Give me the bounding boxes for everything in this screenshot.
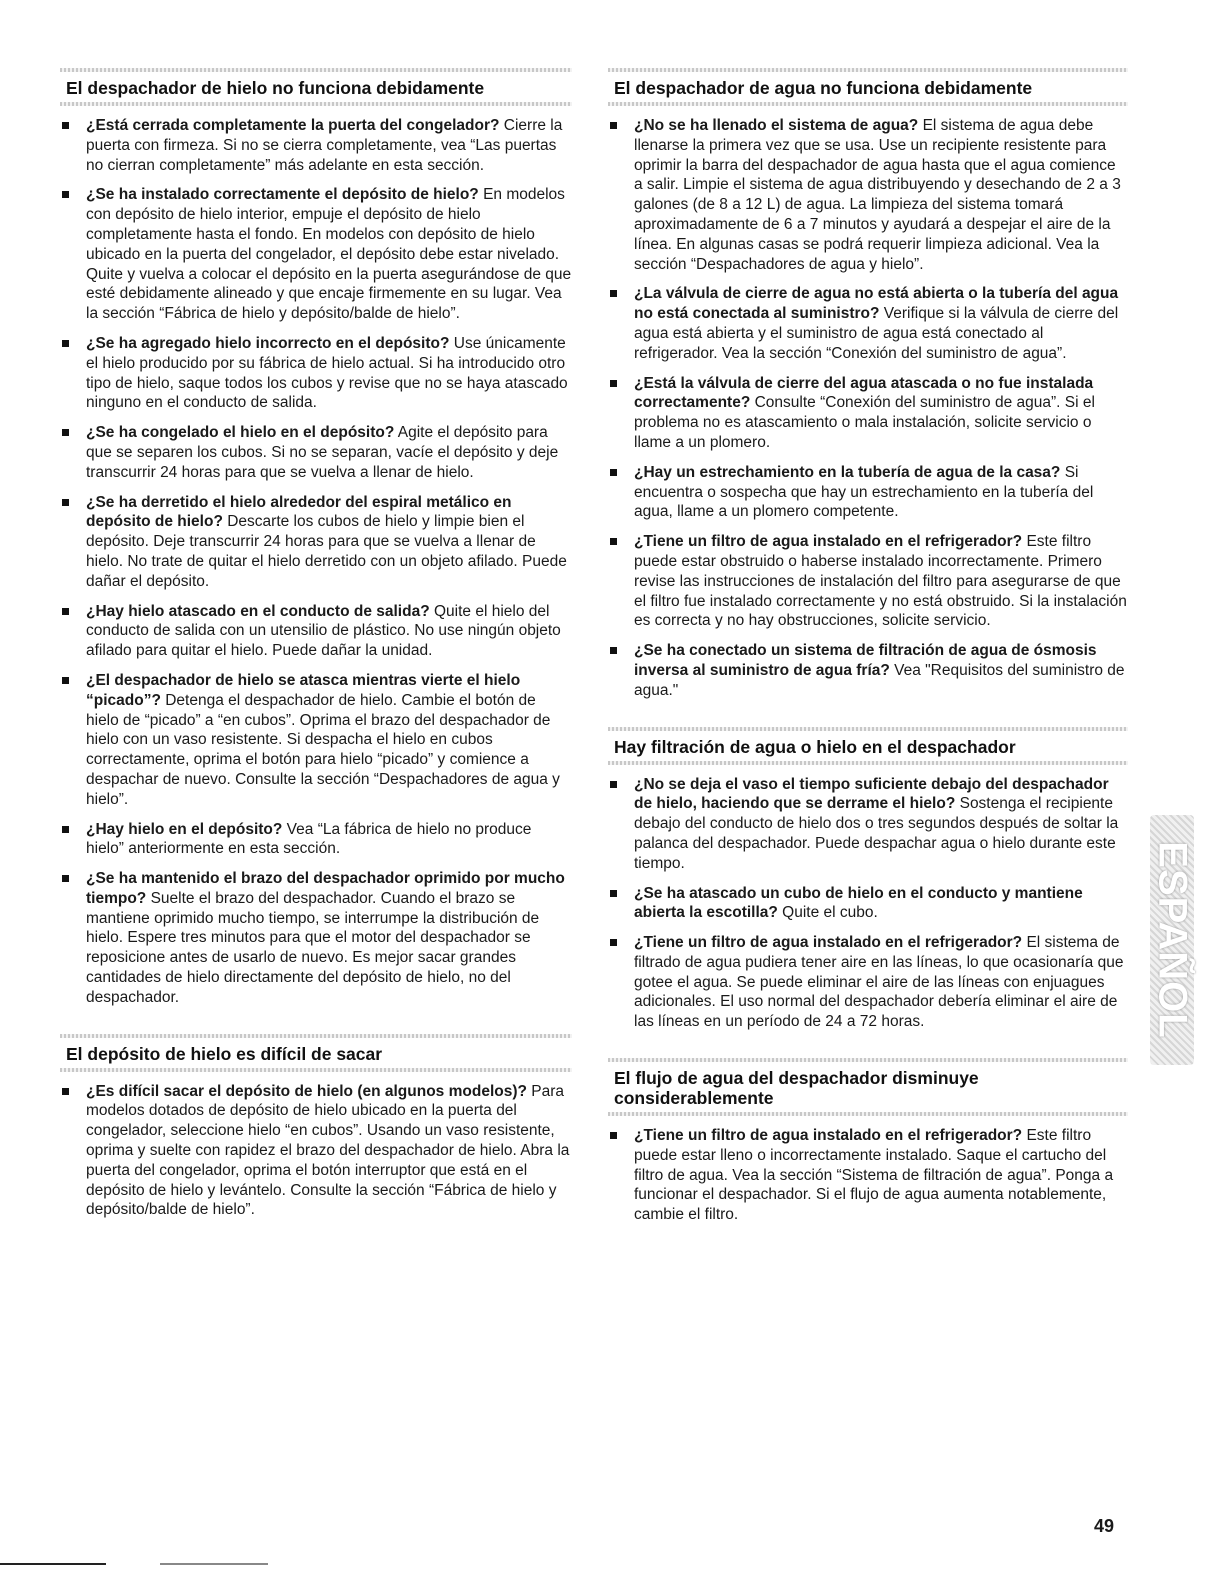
- list-item: [608, 116, 1128, 274]
- item-question: ¿Tiene un filtro de agua instalado en el refrigerador?: [634, 533, 1023, 551]
- item-answer: El sistema de filtrado de agua pudiera tener aire en las líneas, lo que ocasionaría que gotee el agua. Se puede eliminar el aire de las líneas con enjuagues adicionales. El uso normal del despachador debería eliminar el aire de las líneas en un período de 24 a 72 horas.: [634, 934, 1124, 1031]
- item-list: [608, 116, 1128, 701]
- bullet-icon: [62, 608, 69, 615]
- item-answer: Detenga el despachador de hielo. Cambie el botón de hielo de “picado” a “en cubos”. Oprima el brazo del despachador de hielo con un vaso resistente. Si despacha el hielo en cubos correctamente, oprima el botón para hielo “picado” y comience a despachar de nuevo. Consulte la sección “Despachadores de agua y hielo”.: [86, 691, 560, 808]
- section-gap: [608, 711, 1128, 727]
- list-item: [608, 775, 1128, 874]
- section-title: El depósito de hielo es difícil de sacar: [60, 1034, 572, 1072]
- item-question: ¿La válvula de cierre de agua no está abierta o la tubería del agua no está conectada al suministro?: [634, 285, 1119, 323]
- section-water-flow: [608, 1058, 1128, 1225]
- item-list: [60, 1082, 572, 1221]
- list-item: [608, 374, 1128, 453]
- list-item: [60, 334, 572, 413]
- list-item: [60, 423, 572, 482]
- item-answer: Quite el cubo.: [777, 904, 878, 922]
- list-item: [60, 602, 572, 661]
- list-item: [60, 820, 572, 860]
- bullet-icon: [610, 538, 617, 545]
- item-question: ¿No se deja el vaso el tiempo suficiente debajo del despachador de hielo, haciendo que se derrame el hielo?: [634, 775, 1109, 813]
- item-question: ¿Se ha instalado correctamente el depósito de hielo?: [86, 186, 479, 204]
- list-item: [608, 463, 1128, 522]
- list-item: [608, 284, 1128, 363]
- bullet-icon: [62, 122, 69, 129]
- left-column: [60, 68, 572, 1230]
- item-answer: Sostenga el recipiente debajo del conducto de hielo dos o tres segundos después de soltar la palanca del despachador. Puede despachar agua o hielo durante este tiempo.: [634, 795, 1119, 872]
- bullet-icon: [610, 122, 617, 129]
- section-title: Hay filtración de agua o hielo en el despachador: [608, 727, 1128, 765]
- list-item: [60, 493, 572, 592]
- list-item: [608, 884, 1128, 924]
- list-item: [608, 532, 1128, 631]
- item-question: ¿Está cerrada completamente la puerta del congelador?: [86, 117, 500, 134]
- footer-rule: [0, 1563, 106, 1565]
- bullet-icon: [62, 340, 69, 347]
- section-title: El despachador de hielo no funciona debidamente: [60, 68, 572, 106]
- item-answer: Agite el depósito para que se separen los cubos. Si no se separan, vacíe el depósito y deje transcurrir 24 horas para que se vuelva a llenar de hielo.: [86, 424, 559, 481]
- list-item: [608, 1126, 1128, 1225]
- item-answer: Vea "Requisitos del suministro de agua.": [634, 661, 1125, 699]
- bullet-icon: [610, 781, 617, 788]
- bullet-icon: [62, 826, 69, 833]
- page-number: 49: [1094, 1516, 1115, 1536]
- item-answer: Quite el hielo del conducto de salida con un utensilio de plástico. No use ningún objeto afilado para quitar el hielo. Puede dañar la unidad.: [86, 602, 561, 660]
- item-list: [608, 775, 1128, 1033]
- right-column: [608, 68, 1128, 1235]
- bullet-icon: [610, 939, 617, 946]
- section-title: El despachador de agua no funciona debidamente: [608, 68, 1128, 106]
- bullet-icon: [62, 191, 69, 198]
- list-item: [60, 1082, 572, 1221]
- item-answer: Use únicamente el hielo producido por su fábrica de hielo actual. Si ha introducido otro tipo de hielo, saque todos los cubos y revise que no se haya atascado ninguno en el conducto de salida.: [86, 334, 568, 412]
- item-question: ¿Se ha conectado un sistema de filtración de agua de ósmosis inversa al suministro de agua fría?: [634, 642, 1097, 679]
- bullet-icon: [610, 380, 617, 387]
- item-answer: Descarte los cubos de hielo y limpie bien el depósito. Deje transcurrir 24 horas para que se vuelva a llenar de hielo. No trate de quitar el hielo derretido con un objeto afilado. Puede dañar el depósito.: [86, 513, 567, 590]
- bullet-icon: [62, 1088, 69, 1095]
- section-leak: [608, 727, 1128, 1033]
- list-item: [60, 671, 572, 810]
- item-answer: Si encuentra o sospecha que hay un estrechamiento en la tubería del agua, llame a un plomero competente.: [634, 463, 1094, 521]
- bullet-icon: [610, 890, 617, 897]
- item-answer: Suelte el brazo del despachador. Cuando el brazo se mantiene oprimido mucho tiempo, se interrumpe la distribución de hielo. Espere tres minutos para que el motor del despachador se reposicione antes de usarlo de nuevo. Es mejor sacar grandes cantidades de hielo directamente del depósito de hielo, no del despachador.: [86, 889, 540, 1006]
- item-question: ¿Hay hielo en el depósito?: [86, 820, 283, 838]
- language-side-tab: [1150, 815, 1194, 1065]
- item-answer: En modelos con depósito de hielo interior, empuje el depósito de hielo completamente hasta el fondo. En modelos con depósito de hielo ubicado en la puerta del congelador, el depósito debe estar nivelado. Quite y vuelva a colocar el depósito en la puerta asegurándose de que esté debidamente alineado y que encaje firmemente en su lugar. Vea la sección “Fábrica de hielo y depósito/balde de hielo”.: [86, 186, 572, 323]
- item-question: ¿Está la válvula de cierre del agua atascada o no fue instalada correctamente?: [634, 374, 1094, 412]
- list-item: [60, 869, 572, 1008]
- section-water-dispenser: [608, 68, 1128, 701]
- bullet-icon: [610, 1132, 617, 1139]
- item-question: ¿Se ha derretido el hielo alrededor del espiral metálico en depósito de hielo?: [86, 493, 512, 531]
- item-answer: Verifique si la válvula de cierre del agua está abierta y el suministro de agua está conectado al refrigerador. Vea la sección “Conexión del suministro de agua”.: [634, 305, 1119, 362]
- bullet-icon: [610, 290, 617, 297]
- item-answer: Este filtro puede estar obstruido o haberse instalado incorrectamente. Primero revise las instrucciones de instalación del filtro para asegurarse de que el filtro fue instalado correctamente y no está obstruido. Si la instalación es correcta y no hay obstrucciones, solicite servicio.: [634, 533, 1127, 630]
- item-answer: Este filtro puede estar lleno o incorrectamente instalado. Saque el cartucho del filtro de agua. Vea la sección “Sistema de filtración de agua”. Ponga a funcionar el despachador. Si el flujo de agua aumenta notablemente, cambie el filtro.: [634, 1127, 1114, 1224]
- list-item: [608, 641, 1128, 700]
- side-tab-label: ESPAÑOL: [1150, 841, 1195, 1039]
- item-question: ¿El despachador de hielo se atasca mientras vierte el hielo “picado”?: [86, 671, 521, 709]
- section-ice-bin: [60, 1034, 572, 1221]
- item-question: ¿Tiene un filtro de agua instalado en el refrigerador?: [634, 934, 1023, 952]
- item-answer: Vea “La fábrica de hielo no produce hielo” anteriormente en esta sección.: [86, 820, 532, 858]
- item-question: ¿Se ha congelado el hielo en el depósito?: [86, 424, 395, 442]
- list-item: [60, 185, 572, 324]
- list-item: [60, 116, 572, 175]
- item-answer: El sistema de agua debe llenarse la primera vez que se usa. Use un recipiente resistente para oprimir la barra del despachador de agua hasta que el agua comience a salir. Limpie el sistema de agua distribuyendo y desechando de 2 a 3 galones (de 8 a 12 L) de agua. La limpieza del sistema tomará aproximadamente de 6 a 7 minutos y ayudará a despejar el aire de la línea. En algunas casas se podrá requerir limpieza adicional. Vea la sección “Despachadores de agua y hielo”.: [634, 117, 1121, 273]
- item-list: [60, 116, 572, 1008]
- item-answer: Para modelos dotados de depósito de hielo ubicado en la puerta del congelador, seleccione hielo “en cubos”. Usando un vaso resistente, oprima y suelte con rapidez el brazo del despachador de hielo. Abra la puerta del congelador, oprima el botón interruptor que está en el depósito de hielo y levántelo. Consulte la sección “Fábrica de hielo y depósito/balde de hielo”.: [86, 1082, 570, 1219]
- item-question: ¿Es difícil sacar el depósito de hielo (en algunos modelos)?: [86, 1082, 527, 1100]
- footer-rule: [160, 1563, 268, 1565]
- item-answer: Consulte “Conexión del suministro de agua”. Si el problema no es atascamiento o mala instalación, solicite servicio o llame a un plomero.: [634, 394, 1095, 451]
- section-ice-dispenser: [60, 68, 572, 1008]
- bullet-icon: [62, 875, 69, 882]
- item-list: [608, 1126, 1128, 1225]
- item-question: ¿Se ha agregado hielo incorrecto en el depósito?: [86, 334, 450, 352]
- bullet-icon: [610, 647, 617, 654]
- item-question: ¿Hay un estrechamiento en la tubería de agua de la casa?: [634, 463, 1061, 481]
- bullet-icon: [62, 677, 69, 684]
- item-question: ¿Hay hielo atascado en el conducto de salida?: [86, 602, 430, 620]
- bullet-icon: [62, 499, 69, 506]
- item-question: ¿No se ha llenado el sistema de agua?: [634, 117, 919, 134]
- item-question: ¿Se ha atascado un cubo de hielo en el conducto y mantiene abierta la escotilla?: [634, 884, 1083, 922]
- item-question: ¿Tiene un filtro de agua instalado en el refrigerador?: [634, 1127, 1023, 1145]
- bullet-icon: [62, 429, 69, 436]
- bullet-icon: [610, 469, 617, 476]
- section-title: El flujo de agua del despachador disminuye considerablemente: [608, 1058, 1128, 1116]
- section-gap: [608, 1042, 1128, 1058]
- list-item: [608, 933, 1128, 1032]
- item-question: ¿Se ha mantenido el brazo del despachador oprimido por mucho tiempo?: [86, 870, 565, 907]
- item-answer: Cierre la puerta con firmeza. Si no se cierra completamente, vea “Las puertas no cierran completamente” más adelante en esta sección.: [86, 117, 563, 174]
- section-gap: [60, 1018, 572, 1034]
